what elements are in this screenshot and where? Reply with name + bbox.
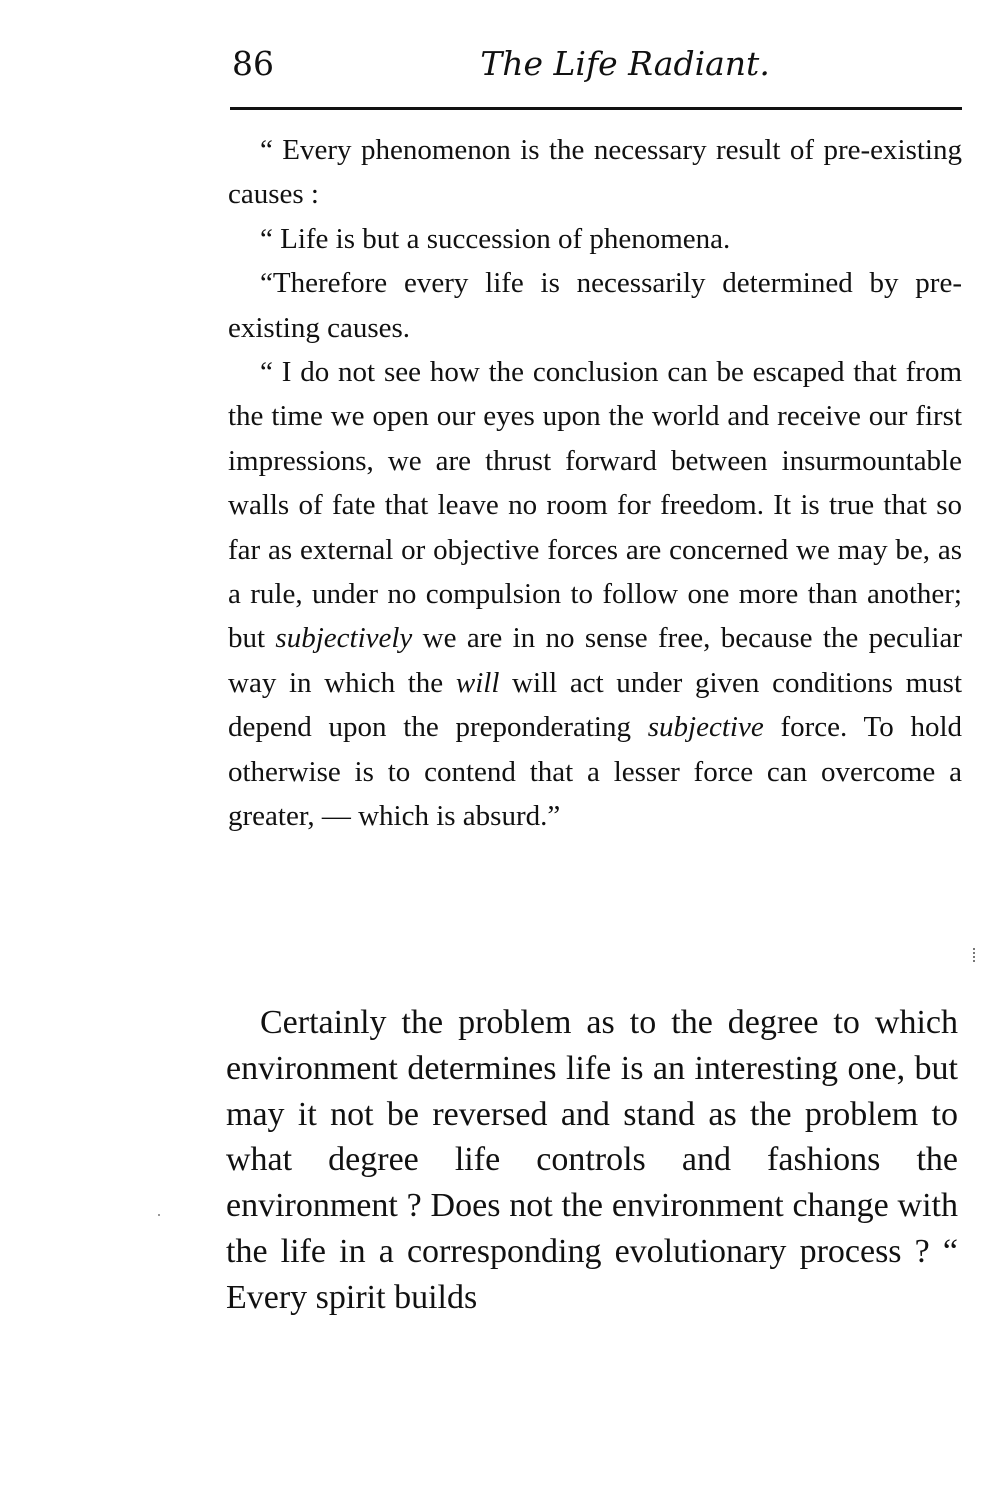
body-paragraph: Certainly the problem as to the degree to which environment determines life is an interesting one, but may it not be reversed and stand as the problem to what degree life controls and fashions the environment ? Does not the environment change with the life in a corresponding evolutionary process ? “ Every spirit builds — [226, 1004, 958, 1316]
quote-paragraph-3: “Therefore every life is necessarily determined by pre-existing causes. — [228, 267, 962, 344]
quote-paragraph-2: “ Life is but a succession of phenomena. — [260, 222, 731, 255]
quote-text-segment: “ I do not see how the conclusion can be escaped that from the time we open our eyes upon the world and receive our first impressions, we are thrust forward between insurmountable walls of fate that leave no room for freedom. It is true that so far as external or objective forces are concerned we may be, as a rule, under no compulsion to follow one more than another; but — [228, 356, 962, 655]
page-header — [228, 44, 962, 94]
print-speck — [158, 1214, 160, 1216]
header-rule — [230, 107, 962, 110]
quote-paragraph-1: “ Every phenomenon is the necessary result of pre-existing causes : — [228, 134, 962, 211]
emphasis-subjective: subjective — [647, 711, 764, 744]
emphasis-subjectively: subjectively — [275, 622, 413, 655]
running-title: The Life Radiant. — [480, 44, 770, 83]
quote-text-segment: will act under given conditions must depend upon the preponderating — [228, 666, 962, 744]
emphasis-will: will — [455, 666, 500, 699]
block-quote — [228, 128, 962, 839]
quote-paragraph-4 — [228, 350, 962, 838]
print-speck — [973, 948, 977, 962]
quote-text-segment: force. To hold otherwise is to contend that a lesser force can overcome a greater, — which is absurd.” — [228, 711, 963, 833]
quote-text-segment: we are in no sense free, because the peculiar way in which the — [228, 622, 962, 699]
page-number: 86 — [232, 44, 274, 83]
